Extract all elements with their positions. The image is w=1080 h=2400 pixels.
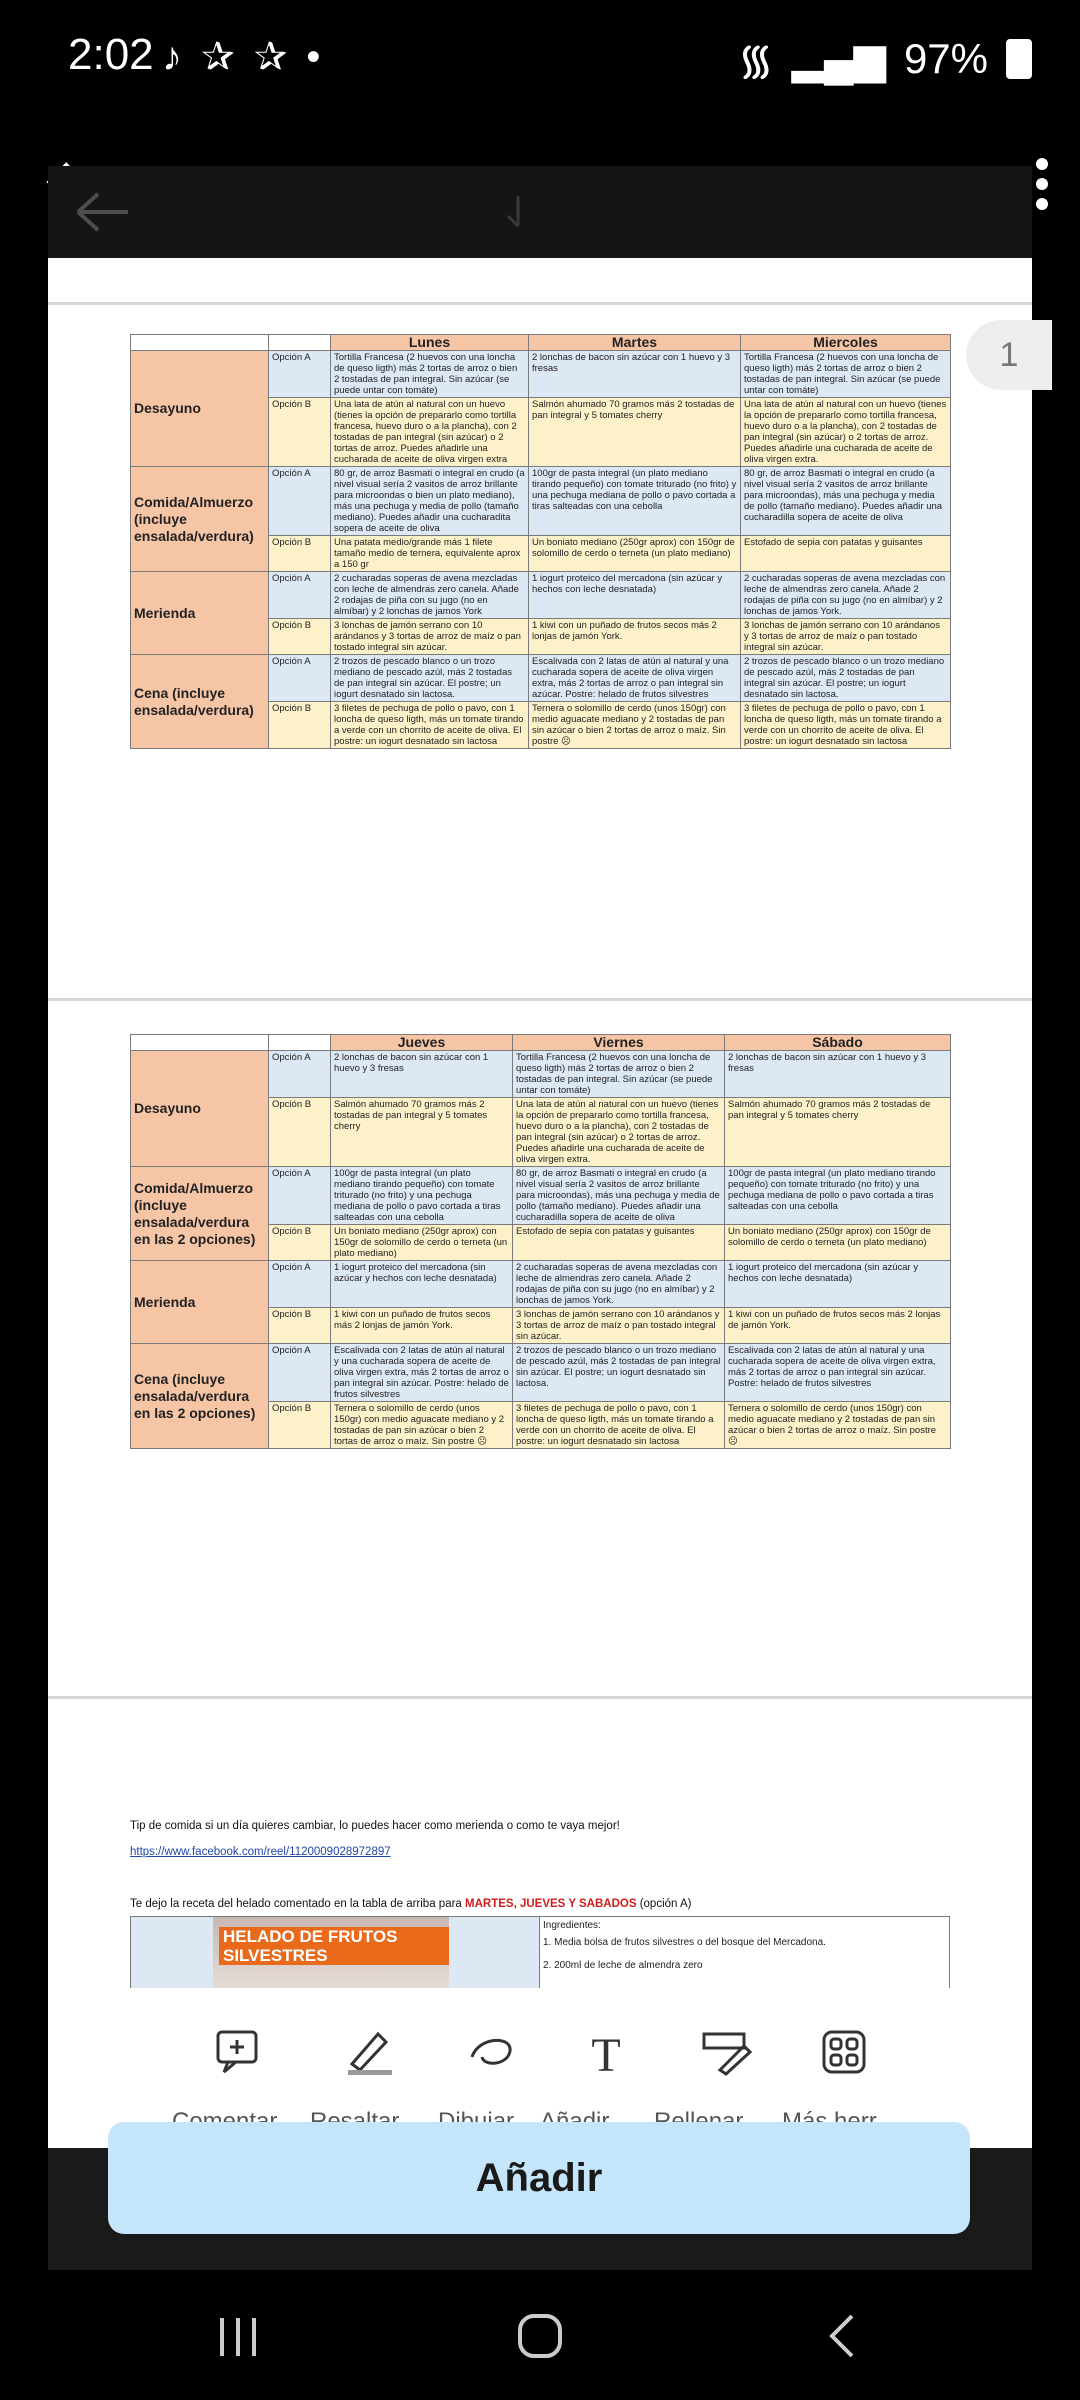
- comment-tool-icon[interactable]: [198, 2028, 278, 2088]
- meal-cell: Un boniato mediano (250gr aprox) con 150gr de solomillo de cerdo o terneta (un plato mediano): [725, 1225, 951, 1261]
- status-bar: [0, 0, 1080, 120]
- meal-label: Comida/Almuerzo (incluye ensalada/verdura en las 2 opciones): [131, 1167, 269, 1261]
- meal-label: Cena (incluye ensalada/verdura en las 2 opciones): [131, 1344, 269, 1449]
- meal-cell: Estofado de sepia con patatas y guisantes: [513, 1225, 725, 1261]
- option-label: Opción B: [269, 1308, 331, 1344]
- ingredient-item: 1. Media bolsa de frutos silvestres o del bosque del Mercadona.: [543, 1937, 826, 1948]
- meal-cell: 2 lonchas de bacon sin azúcar con 1 huevo y 3 fresas: [725, 1051, 951, 1098]
- recipe-days: MARTES, JUEVES Y SABADOS: [465, 1898, 637, 1910]
- meal-cell: 3 filetes de pechuga de pollo o pavo, con 1 loncha de queso ligth, más un tomate tirando a verde con un chorrito de aceite de oliva. El postre: un iogurt desnatado sin lactosa: [741, 702, 951, 749]
- option-label: Opción A: [269, 655, 331, 702]
- recipe-option: (opción A): [639, 1898, 692, 1910]
- day-header: Jueves: [331, 1035, 513, 1051]
- document-page[interactable]: [48, 258, 1032, 1988]
- meal-cell: 100gr de pasta integral (un plato mediano tirando pequeño) con tomate triturado (no frito) y una pechuga mediana de pollo o pavo cortada a tiras salteadas con una cebolla: [725, 1167, 951, 1225]
- meal-cell: 2 trozos de pescado blanco o un trozo mediano de pescado azúl, más 2 tostadas de pan integral sin azúcar. El postre; un iogurt desnatado sin lactosa.: [331, 655, 529, 702]
- table-row: [131, 1261, 951, 1308]
- meal-cell: Tortilla Francesa (2 huevos con una loncha de queso ligth) más 2 tortas de arroz o bien 2 tostadas de pan integral. Sin azúcar (se puede untar con tomáte): [513, 1051, 725, 1098]
- meal-cell: 1 kiwi con un puñado de frutos secos más 2 lonjas de jamón York.: [331, 1308, 513, 1344]
- meal-cell: Escalivada con 2 latas de atún al natural y una cucharada sopera de aceite de oliva virgen extra, más 2 tortas de arroz o pan integral sin azúcar. Postre: helado de frutos silvestres: [725, 1344, 951, 1402]
- meal-cell: 80 gr, de arroz Basmati o integral en crudo (a nivel visual sería 2 vasitos de arroz brillante para microondas), más una pechuga y media de pollo (tamaño mediano). Puedes añadir una cucharadilla sopera de aceite de oliva: [513, 1167, 725, 1225]
- option-label: Opción A: [269, 1167, 331, 1225]
- meal-cell: Tortilla Francesa (2 huevos con una loncha de queso ligth) más 2 tortas de arroz o bien 2 tostadas de pan integral. Sin azúcar (se puede untar con tomáte): [741, 351, 951, 398]
- meal-cell: Salmón ahumado 70 gramos más 2 tostadas de pan integral y 5 tomates cherry: [529, 398, 741, 467]
- option-label: Opción A: [269, 1344, 331, 1402]
- table-row: [131, 351, 951, 398]
- draw-tool-icon[interactable]: [452, 2028, 532, 2083]
- meal-cell: 2 cucharadas soperas de avena mezcladas con leche de almendras zero canela. Añade 2 rodajas de piña con su jugo (no en almíbar) y 2 lonchas de jamos York.: [741, 572, 951, 619]
- ingredients-title: Ingredientes:: [543, 1920, 601, 1931]
- meal-cell: 80 gr, de arroz Basmati o integral en crudo (a nivel visual sería 2 vasitos de arroz brillante para microondas), más una pechuga y media de pollo (tamaño mediano). Puedes añadir una cucharadilla sopera de aceite de oliva: [741, 467, 951, 536]
- status-time: 2:02: [68, 30, 154, 79]
- option-label: Opción A: [269, 351, 331, 398]
- table-row: [131, 655, 951, 702]
- meal-cell: Ternera o solomillo de cerdo (unos 150gr) con medio aguacate mediano y 2 tostadas de pan sin azúcar o bien 2 tortas de arroz o maíz. Sin postre ☹: [529, 702, 741, 749]
- corner-cell: [269, 335, 331, 351]
- table-row: [131, 572, 951, 619]
- battery-level: 97%: [903, 34, 988, 82]
- meal-cell: 3 lonchas de jamón serrano con 10 arándanos y 3 tortas de arroz de maíz o pan tostado integral sin azúcar.: [741, 619, 951, 655]
- option-label: Opción B: [269, 619, 331, 655]
- option-label: Opción B: [269, 398, 331, 467]
- more-tools-icon[interactable]: [804, 2028, 884, 2088]
- day-header: Martes: [529, 335, 741, 351]
- meal-cell: 3 lonchas de jamón serrano con 10 arándanos y 3 tortas de arroz de maíz o pan tostado integral sin azúcar.: [331, 619, 529, 655]
- meal-cell: 80 gr, de arroz Basmati o integral en crudo (a nivel visual sería 2 vasitos de arroz brillante para microondas o bien un plato mediano), más una pechuga y media de pollo (tamaño mediano). Puedes añadir una cucharadita sopera de aceite de oliva: [331, 467, 529, 536]
- meal-cell: 1 iogurt proteico del mercadona (sin azúcar y hechos con leche desnatada): [331, 1261, 513, 1308]
- option-label: Opción B: [269, 1098, 331, 1167]
- meal-cell: Una lata de atún al natural con un huevo (tienes la opción de prepararlo como tortilla francesa, huevo duro o a la plancha), con 2 tostadas de pan integral (sin azúcar) o 2 tortas de arroz. Puedes añadirle una cucharada de aceite de oliva virgen extra.: [513, 1098, 725, 1167]
- option-label: Opción B: [269, 1225, 331, 1261]
- corner-cell: [131, 1035, 269, 1051]
- page-divider: [48, 1696, 1032, 1699]
- helado-image-title: HELADO DE FRUTOS SILVESTRES: [219, 1927, 449, 1965]
- meal-cell: Escalivada con 2 latas de atún al natural y una cucharada sopera de aceite de oliva virgen extra, más 2 tortas de arroz o pan integral sin azúcar. Postre: helado de frutos silvestres: [529, 655, 741, 702]
- meal-cell: 3 lonchas de jamón serrano con 10 arándanos y 3 tortas de arroz de maíz o pan tostado integral sin azúcar.: [513, 1308, 725, 1344]
- recipe-image-cell: [131, 1917, 540, 1988]
- option-label: Opción A: [269, 1051, 331, 1098]
- option-label: Opción B: [269, 702, 331, 749]
- status-right: [738, 30, 1032, 87]
- meal-plan-table-1: [130, 334, 951, 749]
- meal-label: Merienda: [131, 572, 269, 655]
- signal-icon: ▂▄▆: [791, 35, 886, 82]
- system-nav-bar: [0, 2280, 1080, 2400]
- meal-cell: 1 kiwi con un puñado de frutos secos más 2 lonjas de jamón York.: [529, 619, 741, 655]
- add-button[interactable]: Añadir: [108, 2122, 970, 2234]
- table-row: [131, 1167, 951, 1225]
- table-row: [131, 1051, 951, 1098]
- meal-cell: 3 filetes de pechuga de pollo o pavo, con 1 loncha de queso ligth, más un tomate tirando a verde con un chorrito de aceite de oliva. El postre: un iogurt desnatado sin lactosa: [513, 1402, 725, 1449]
- recipe-table: [130, 1916, 950, 1988]
- fill-tool-icon[interactable]: [686, 2028, 766, 2088]
- recipe-intro: [130, 1898, 691, 1910]
- ingredient-item: 2. 200ml de leche de almendra zero: [543, 1960, 703, 1971]
- text-tool-icon[interactable]: T: [591, 2029, 621, 2082]
- facebook-link[interactable]: https://www.facebook.com/reel/1120009028972897: [130, 1846, 391, 1858]
- meal-cell: Una lata de atún al natural con un huevo (tienes la opción de prepararlo como tortilla francesa, huevo duro o a la plancha), con 2 tostadas de pan integral (sin azúcar) o 2 tortas de arroz. Puedes añadirle una cucharada de aceite de oliva virgen extra: [331, 398, 529, 467]
- option-label: Opción B: [269, 536, 331, 572]
- home-icon[interactable]: [516, 2312, 566, 2362]
- option-label: Opción A: [269, 467, 331, 536]
- meal-cell: 1 iogurt proteico del mercadona (sin azúcar y hechos con leche desnatada): [725, 1261, 951, 1308]
- meal-cell: 2 cucharadas soperas de avena mezcladas con leche de almendras zero canela. Añade 2 rodajas de piña con su jugo (no en almíbar) y 2 lonchas de jamos York.: [513, 1261, 725, 1308]
- option-label: Opción A: [269, 572, 331, 619]
- meal-cell: 100gr de pasta integral (un plato mediano tirando pequeño) con tomate triturado (no frito) y una pechuga mediana de pollo o pavo cortada a tiras salteadas con una cebolla: [331, 1167, 513, 1225]
- meal-cell: 2 lonchas de bacon sin azúcar con 1 huevo y 3 fresas: [331, 1051, 513, 1098]
- page-divider: [48, 998, 1032, 1001]
- helado-image: [213, 1917, 449, 1988]
- highlight-tool-icon[interactable]: [330, 2028, 410, 2088]
- notification-icons: ♪ ✰ ✰ •: [162, 35, 325, 79]
- meal-cell: 2 cucharadas soperas de avena mezcladas con leche de almendras zero canela. Añade 2 rodajas de piña con su jugo (no en almíbar) y 2 lonchas de jamos York: [331, 572, 529, 619]
- meal-label: Merienda: [131, 1261, 269, 1344]
- day-header: Lunes: [331, 335, 529, 351]
- recents-icon[interactable]: [214, 2314, 262, 2360]
- meal-cell: 1 iogurt proteico del mercadona (sin azúcar y hechos con leche desnatada): [529, 572, 741, 619]
- day-header: Viernes: [513, 1035, 725, 1051]
- wifi-icon: ᯾: [737, 36, 774, 83]
- corner-cell: [269, 1035, 331, 1051]
- meal-cell: 2 lonchas de bacon sin azúcar con 1 huevo y 3 fresas: [529, 351, 741, 398]
- recipe-intro-text: Te dejo la receta del helado comentado en la tabla de arriba para: [130, 1898, 462, 1910]
- ingredients-cell: [543, 1919, 943, 1972]
- option-label: Opción B: [269, 1402, 331, 1449]
- meal-cell: 2 trozos de pescado blanco o un trozo mediano de pescado azúl, más 2 tostadas de pan integral sin azúcar. El postre; un iogurt desnatado sin lactosa.: [513, 1344, 725, 1402]
- meal-cell: Salmón ahumado 70 gramos más 2 tostadas de pan integral y 5 tomates cherry: [331, 1098, 513, 1167]
- meal-cell: Salmón ahumado 70 gramos más 2 tostadas de pan integral y 5 tomates cherry: [725, 1098, 951, 1167]
- page-number-badge: 1: [966, 320, 1052, 390]
- meal-cell: Una patata medio/grande más 1 filete tamaño medio de ternera, equivalente aprox a 150 gr: [331, 536, 529, 572]
- meal-cell: 1 kiwi con un puñado de frutos secos más 2 lonjas de jamón York.: [725, 1308, 951, 1344]
- meal-cell: Un boniato mediano (250gr aprox) con 150gr de solomillo de cerdo o terneta (un plato mediano): [529, 536, 741, 572]
- meal-label: Comida/Almuerzo (incluye ensalada/verdura): [131, 467, 269, 572]
- more-options-icon[interactable]: [1034, 150, 1050, 218]
- battery-icon: [1006, 39, 1032, 79]
- meal-cell: Escalivada con 2 latas de atún al natural y una cucharada sopera de aceite de oliva virgen extra, más 2 tortas de arroz o pan integral sin azúcar. Postre: helado de frutos silvestres: [331, 1344, 513, 1402]
- viewer-toolbar: [48, 166, 1032, 258]
- day-header: Miercoles: [741, 335, 951, 351]
- meal-cell: Un boniato mediano (250gr aprox) con 150gr de solomillo de cerdo o terneta (un plato mediano): [331, 1225, 513, 1261]
- meal-cell: 3 filetes de pechuga de pollo o pavo, con 1 loncha de queso ligth, más un tomate tirando a verde con un chorrito de aceite de oliva. El postre: un iogurt desnatado sin lactosa: [331, 702, 529, 749]
- meal-label: Desayuno: [131, 1051, 269, 1167]
- meal-cell: Una lata de atún al natural con un huevo (tienes la opción de prepararlo como tortilla francesa, huevo duro o a la plancha), con 2 tostadas de pan integral (sin azúcar) o 2 tortas de arroz. Puedes añadirle una cucharada de aceite de oliva virgen extra.: [741, 398, 951, 467]
- option-label: Opción A: [269, 1261, 331, 1308]
- meal-cell: Ternera o solomillo de cerdo (unos 150gr) con medio aguacate mediano y 2 tostadas de pan sin azúcar o bien 2 tortas de arroz o maíz. Sin postre ☹: [725, 1402, 951, 1449]
- meal-label: Cena (incluye ensalada/verdura): [131, 655, 269, 749]
- table-row: [131, 1344, 951, 1402]
- page-divider: [48, 302, 1032, 305]
- meal-cell: 100gr de pasta integral (un plato mediano tirando pequeño) con tomate triturado (no frito) y una pechuga mediana de pollo o pavo cortada a tiras salteadas con una cebolla: [529, 467, 741, 536]
- meal-cell: Tortilla Francesa (2 huevos con una loncha de queso ligth) más 2 tortas de arroz o bien 2 tostadas de pan integral. Sin azúcar (se puede untar con tomáte): [331, 351, 529, 398]
- meal-cell: Estofado de sepia con patatas y guisantes: [741, 536, 951, 572]
- meal-label: Desayuno: [131, 351, 269, 467]
- meal-cell: 2 trozos de pescado blanco o un trozo mediano de pescado azúl, más 2 tostadas de pan integral sin azúcar. El postre; un iogurt desnatado sin lactosa.: [741, 655, 951, 702]
- meal-plan-table-2: [130, 1034, 951, 1449]
- nav-back-icon[interactable]: [822, 2312, 862, 2362]
- corner-cell: [131, 335, 269, 351]
- meal-cell: Ternera o solomillo de cerdo (unos 150gr) con medio aguacate mediano y 2 tostadas de pan sin azúcar o bien 2 tortas de arroz o maíz. Sin postre ☹: [331, 1402, 513, 1449]
- tip-text: Tip de comida si un día quieres cambiar, lo puedes hacer como merienda o como te vaya mejor!: [130, 1820, 620, 1832]
- day-header: Sábado: [725, 1035, 951, 1051]
- table-row: [131, 467, 951, 536]
